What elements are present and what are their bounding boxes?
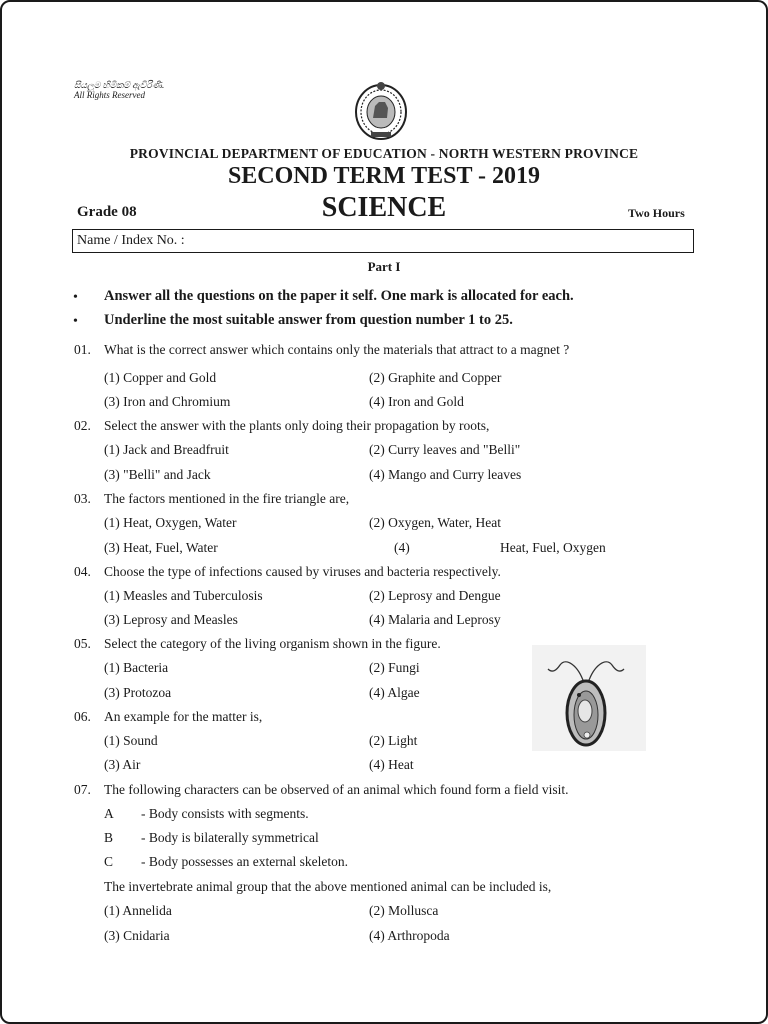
question-text: The following characters can be observed of an animal which found form a field visit.	[104, 782, 569, 797]
option: (2) Fungi	[369, 660, 420, 675]
question-subtext: The invertebrate animal group that the above mentioned animal can be included is,	[104, 879, 552, 894]
rights-sinhala: සියලුම හිමිකම් ඇවිරිණි.	[74, 80, 165, 90]
subject-title: SCIENCE	[321, 192, 447, 223]
part-heading: Part I	[367, 259, 401, 274]
option: (2) Curry leaves and "Belli"	[369, 442, 521, 457]
option: (4) Mango and Curry leaves	[369, 467, 522, 482]
question-text: Choose the type of infections caused by viruses and bacteria respectively.	[104, 564, 501, 579]
question-number: 01.	[74, 342, 91, 357]
name-index-field[interactable]	[72, 229, 694, 253]
option: (2) Oxygen, Water, Heat	[369, 515, 501, 530]
department-heading: PROVINCIAL DEPARTMENT OF EDUCATION - NORTH WESTERN PROVINCE	[129, 146, 639, 161]
option: (1) Heat, Oxygen, Water	[104, 515, 237, 530]
question-text: What is the correct answer which contains only the materials that attract to a magnet ?	[104, 342, 570, 357]
organism-figure	[532, 645, 646, 751]
option: (1) Measles and Tuberculosis	[104, 588, 263, 603]
question-number: 06.	[74, 709, 91, 724]
option: (2) Graphite and Copper	[369, 370, 502, 385]
question-number: 05.	[74, 636, 91, 651]
option: (1) Jack and Breadfruit	[104, 442, 229, 457]
character-text: - Body possesses an external skeleton.	[141, 854, 348, 869]
option: (3) Cnidaria	[104, 928, 170, 943]
euglena-organism-icon	[532, 645, 646, 751]
option: (3) Iron and Chromium	[104, 394, 231, 409]
option: Heat, Fuel, Oxygen	[500, 540, 606, 555]
option: (3) Protozoa	[104, 685, 172, 700]
option: (4) Algae	[369, 685, 420, 700]
grade-label: Grade 08	[77, 204, 137, 220]
character-label: C	[104, 854, 114, 869]
instruction-text: Underline the most suitable answer from question number 1 to 25.	[104, 312, 513, 328]
option: (2) Light	[369, 733, 418, 748]
name-index-label: Name / Index No. :	[77, 233, 185, 248]
instruction-bullet: •	[73, 314, 78, 329]
question-text: Select the category of the living organism shown in the figure.	[104, 636, 441, 651]
option: (2) Leprosy and Dengue	[369, 588, 501, 603]
option: (4) Arthropoda	[369, 928, 450, 943]
option: (1) Bacteria	[104, 660, 169, 675]
option: (1) Copper and Gold	[104, 370, 217, 385]
question-text: The factors mentioned in the fire triangle are,	[104, 491, 350, 506]
instruction-text: Answer all the questions on the paper it self. One mark is allocated for each.	[104, 288, 574, 304]
option: (1) Annelida	[104, 903, 172, 918]
character-text: - Body consists with segments.	[141, 806, 309, 821]
question-number: 02.	[74, 418, 91, 433]
test-title: SECOND TERM TEST - 2019	[227, 163, 541, 189]
option: (4) Heat	[369, 757, 414, 772]
duration-label: Two Hours	[628, 206, 685, 220]
rights-notice	[74, 80, 164, 100]
option: (2) Mollusca	[369, 903, 439, 918]
option: (1) Sound	[104, 733, 158, 748]
option: (3) "Belli" and Jack	[104, 467, 211, 482]
character-label: A	[104, 806, 114, 821]
question-text: Select the answer with the plants only doing their propagation by roots,	[104, 418, 490, 433]
character-label: B	[104, 830, 114, 845]
sri-lanka-emblem-icon	[353, 78, 409, 142]
option: (3) Air	[104, 757, 141, 772]
question-number: 03.	[74, 491, 91, 506]
question-number: 07.	[74, 782, 91, 797]
option-number: (4)	[394, 540, 410, 555]
option: (4) Iron and Gold	[369, 394, 464, 409]
character-text: - Body is bilaterally symmetrical	[141, 830, 319, 845]
rights-english: All Rights Reserved	[74, 90, 145, 100]
instruction-bullet: •	[73, 290, 78, 305]
option: (4) Malaria and Leprosy	[369, 612, 501, 627]
option: (3) Leprosy and Measles	[104, 612, 238, 627]
question-text: An example for the matter is,	[104, 709, 263, 724]
option: (3) Heat, Fuel, Water	[104, 540, 218, 555]
question-number: 04.	[74, 564, 91, 579]
